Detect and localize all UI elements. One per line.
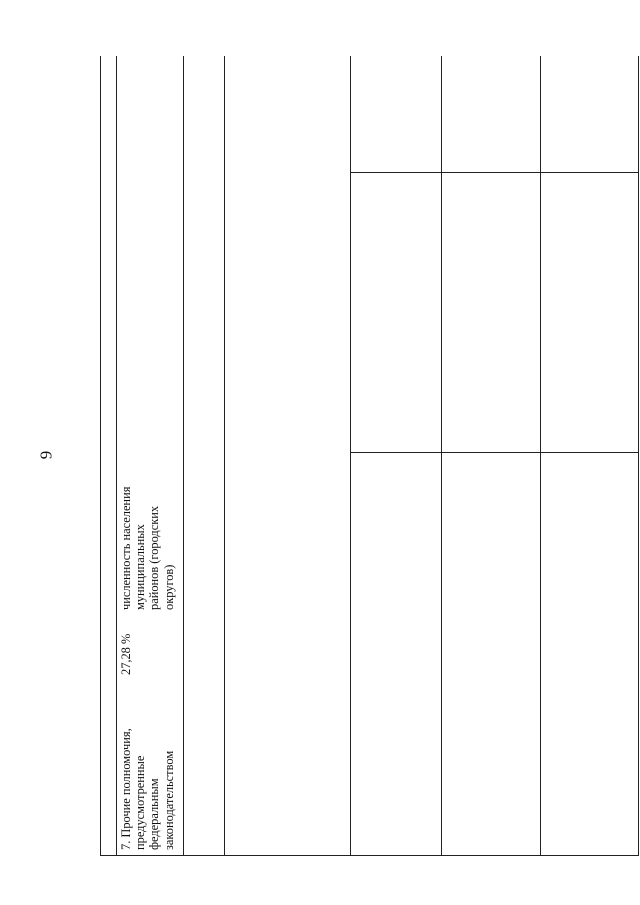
rule-col6-end (638, 56, 639, 856)
cell-col3: численность населения муниципальных районов (городских округов) (119, 486, 176, 610)
rule-col1-col2 (183, 56, 184, 856)
rule-col4-col5 (441, 56, 442, 856)
rule-col3-col4 (350, 56, 351, 856)
row-divider-2 (350, 172, 638, 173)
rule-col2-col3 (224, 56, 225, 856)
cell-col1: 7. Прочие полномочия, предусмотренные федеральным законодательством (119, 728, 176, 850)
rule-col5-col6 (540, 56, 541, 856)
header-bottom-rule (116, 56, 117, 856)
table-top-border (100, 56, 101, 856)
rotated-table (100, 56, 538, 856)
cell-col2: 27,28 % (119, 633, 133, 675)
table-left-border (100, 855, 638, 856)
page-number: 9 (36, 450, 56, 460)
row-divider-1 (350, 452, 638, 453)
